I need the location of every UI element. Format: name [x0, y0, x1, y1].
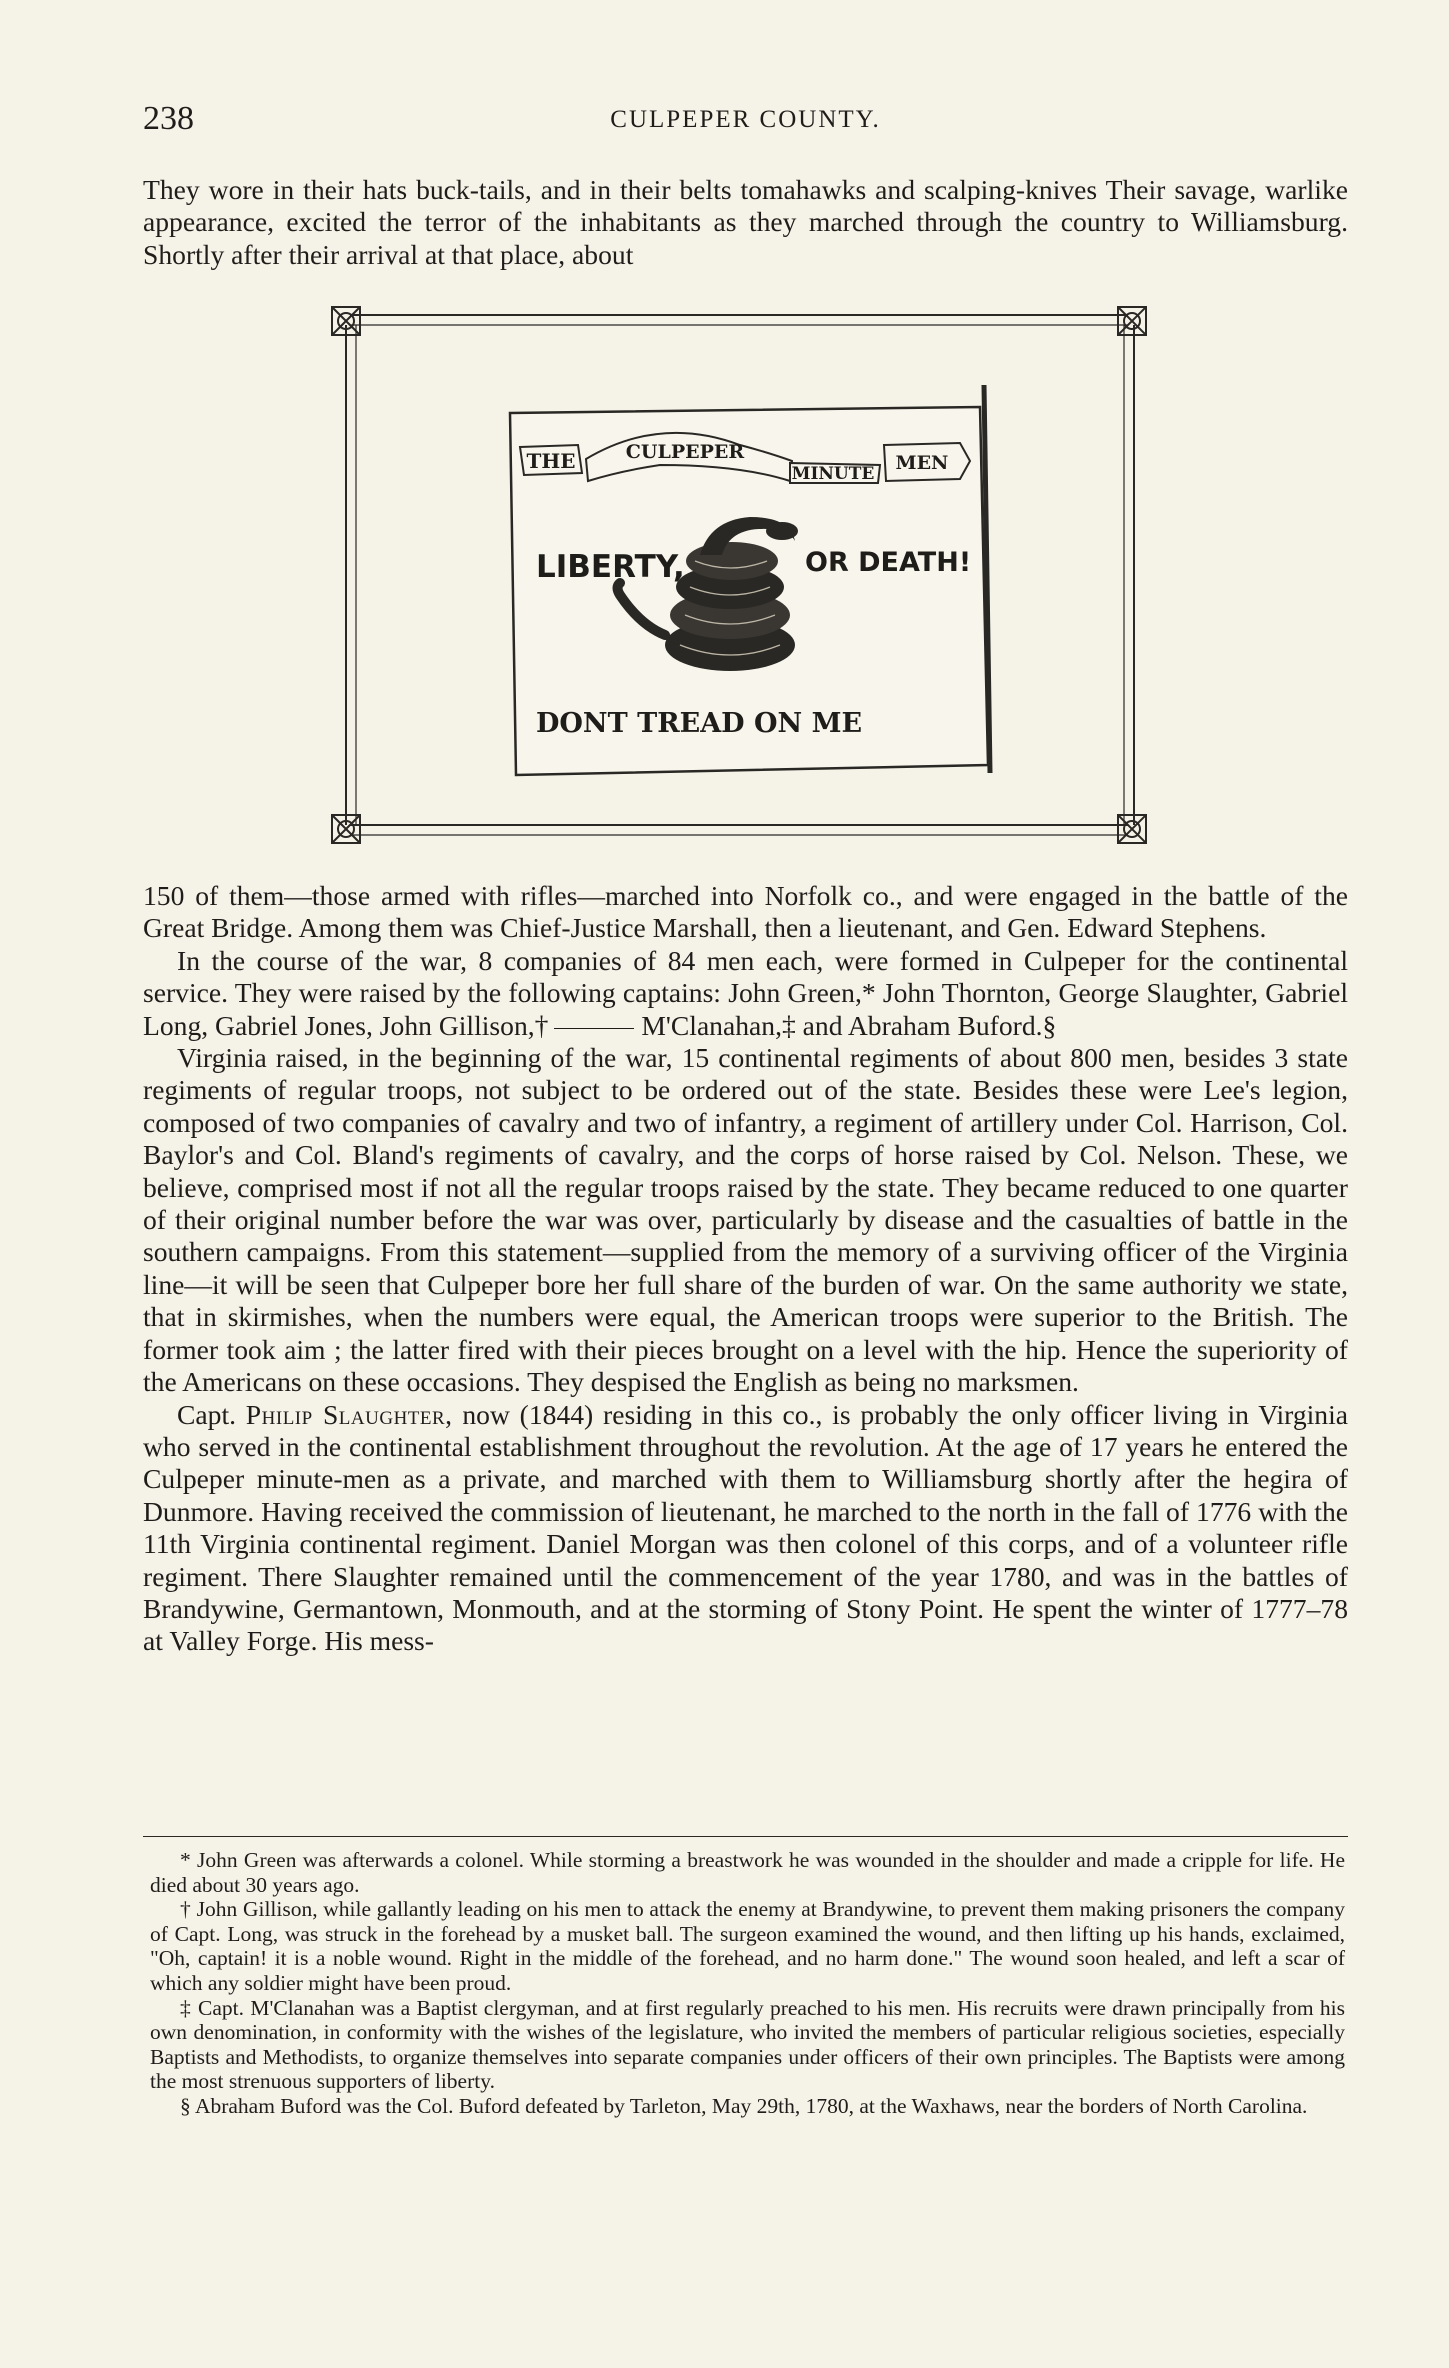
flag-bottom-text: DONT TREAD ON ME — [536, 708, 863, 739]
paragraph-2-end: M'Clanahan,‡ and Abraham Buford.§ — [641, 1009, 1057, 1041]
footnote-4: § Abraham Buford was the Col. Buford defeated by Tarleton, May 29th, 1780, at the Waxhaws, near the borders of North Carolina. — [180, 2093, 1308, 2118]
motto-right: OR DEATH! — [805, 547, 972, 578]
footnotes — [150, 1848, 1345, 2119]
paragraph-2-text: In the course of the war, 8 companies of 84 men each, were formed in Culpeper for the continental service. They were raised by the following captains: John Green,* John Thornton, George Slaughter, Gabriel Long, Gabriel Jones, John Gillison,† — [143, 944, 1348, 1041]
paragraph-2 — [143, 945, 1348, 1042]
blank-name-rule — [554, 1028, 634, 1029]
paragraph-4-lead: Capt. — [177, 1398, 237, 1430]
page-number: 238 — [143, 100, 194, 137]
paragraph-top: They wore in their hats buck-tails, and in their belts tomahawks and scalping-knives Their savage, warlike appearance, excited the terror of the inhabitants as they marched through the country to Williamsburg. Shortly after their arrival at that place, about — [143, 174, 1348, 270]
flag-svg — [320, 295, 1160, 855]
paragraph-4-name: Philip Slaughter, — [245, 1398, 453, 1430]
footnote-1: * John Green was afterwards a colonel. While storming a breastwork he was wounded in the shoulder and made a cripple for life. He died about 30 years ago. — [150, 1848, 1345, 1897]
page-header — [143, 100, 1348, 140]
footnote-divider — [143, 1836, 1348, 1837]
banner-word-the: THE — [526, 449, 576, 473]
body-text-bottom — [143, 880, 1348, 1658]
paragraph-4 — [143, 1399, 1348, 1658]
banner-word-men: MEN — [895, 452, 949, 474]
banner-word-culpeper: CULPEPER — [625, 441, 745, 463]
corner-ornament-tr-icon — [1118, 307, 1146, 335]
banner-word-minute: MINUTE — [791, 464, 875, 484]
running-head: CULPEPER COUNTY. — [610, 106, 881, 133]
footnote-2: † John Gillison, while gallantly leading on his men to attack the enemy at Brandywine, to prevent them making prisoners the company of Capt. Long, was struck in the forehead by a musket ball. The surgeon examined the wound, and then lifting up his hands, exclaimed, "Oh, captain! it is a noble wound. Right in the middle of the forehead, and no harm done." The wound soon healed, and left a scar of which any soldier might have been proud. — [150, 1897, 1345, 1995]
motto-left: LIBERTY, — [536, 549, 685, 585]
corner-ornament-br-icon — [1118, 815, 1146, 843]
footnote-3: ‡ Capt. M'Clanahan was a Baptist clergyman, and at first regularly preached to his men. His recruits were drawn principally from his own denomination, in conformity with the wishes of the legislature, who invited the members of particular religious societies, especially Baptists and Methodists, to organize themselves into separate companies under officers of their own principles. The Baptists were among the most strenuous supporters of liberty. — [150, 1995, 1345, 2094]
paragraph-4-text: now (1844) residing in this co., is probably the only officer living in Virginia who served in the continental establishment throughout the revolution. At the age of 17 years he entered the Culpeper minute-men as a private, and marched with them to Williamsburg shortly after the hegira of Dunmore. Having received the commission of lieutenant, he marched to the north in the fall of 1776 with the 11th Virginia continental regiment. Daniel Morgan was then colonel of this corps, and of a volunteer rifle regiment. There Slaughter remained until the commencement of the year 1780, and was in the battles of Brandywine, Germantown, Monmouth, and at the storming of Stony Point. He spent the winter of 1777–78 at Valley Forge. His mess- — [143, 1398, 1349, 1657]
paragraph-1: 150 of them—those armed with rifles—marched into Norfolk co., and were engaged in the battle of the Great Bridge. Among them was Chief-Justice Marshall, then a lieutenant, and Gen. Edward Stephens. — [143, 880, 1348, 944]
paragraph-3: Virginia raised, in the beginning of the war, 15 continental regiments of about 800 men, besides 3 state regiments of regular troops, not subject to be ordered out of the state. Besides these were Lee's legion, composed of two companies of cavalry and two of infantry, a regiment of artillery under Col. Harrison, Col. Baylor's and Col. Bland's regiments of cavalry, and the corps of horse raised by Col. Nelson. These, we believe, comprised most if not all the regular troops raised by the state. They became reduced to one quarter of their original number before the war was over, particularly by disease and the casualties of battle in the southern campaigns. From this statement—supplied from the memory of a surviving officer of the Virginia line—it will be seen that Culpeper bore her full share of the burden of war. On the same authority we state, that in skirmishes, when the numbers were equal, the American troops were superior to the British. The former took aim ; the latter fired with their pieces brought on a level with the hip. Hence the superiority of the Americans on these occasions. They despised the English as being no marksmen. — [143, 1042, 1348, 1398]
body-text-top — [143, 174, 1348, 271]
flag-illustration — [320, 295, 1160, 855]
